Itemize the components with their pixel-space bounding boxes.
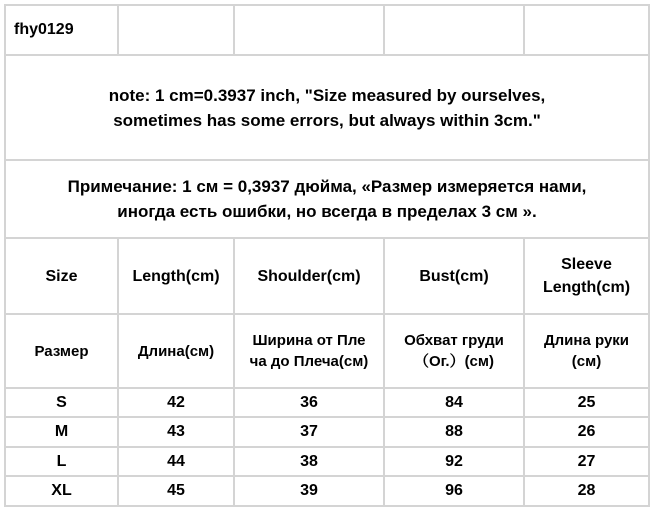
note-russian-line-2: иногда есть ошибки, но всегда в пределах 3 см ». (117, 202, 537, 221)
header-sleeve-line-2: Length(cm) (542, 279, 631, 296)
cell-sleeve: 28 (577, 482, 596, 499)
cell-sleeve: 26 (577, 423, 596, 440)
header-bust: Bust(cm) (419, 267, 489, 285)
header-sleeve-ru (525, 315, 648, 387)
note-russian-line-1: Примечание: 1 см = 0,3937 дюйма, «Размер измеряется нами, (67, 177, 587, 196)
note-english (6, 56, 648, 159)
cell-sleeve: 25 (577, 393, 596, 411)
cell-bust: 84 (445, 393, 463, 411)
cell-size: S (56, 393, 67, 411)
cell-length: 43 (167, 423, 185, 440)
cell-sleeve: 27 (577, 452, 596, 470)
header-shoulder: Shoulder(cm) (257, 267, 361, 285)
note-russian (6, 161, 648, 237)
header-length-ru: Длина(см) (137, 342, 215, 360)
header-bust-ru (385, 315, 523, 387)
note-english-line-1: note: 1 cm=0.3937 inch, "Size measured by ourselves, (108, 85, 546, 105)
note-english-line-2: sometimes has some errors, but always within 3cm." (113, 110, 541, 130)
header-bust-ru-line-2: （Ог.）(см) (413, 353, 494, 370)
cell-bust: 88 (445, 423, 463, 440)
header-length: Length(cm) (132, 267, 220, 285)
header-shoulder-ru-line-1: Ширина от Пле (252, 332, 366, 349)
header-size: Size (45, 267, 78, 285)
header-sleeve-ru-line-2: (см) (571, 353, 602, 370)
header-size-ru: Размер (34, 342, 89, 360)
cell-size: M (54, 423, 69, 440)
cell-bust: 96 (445, 482, 463, 499)
cell-length: 44 (167, 452, 185, 470)
header-shoulder-ru-line-2: ча до Плеча(см) (249, 353, 369, 370)
cell-shoulder: 37 (300, 423, 318, 440)
cell-length: 45 (167, 482, 185, 499)
cell-size: L (56, 452, 67, 470)
cell-length: 42 (167, 393, 185, 411)
cell-shoulder: 39 (300, 482, 318, 499)
product-code: fhy0129 (14, 21, 74, 38)
header-bust-ru-line-1: Обхват груди (404, 332, 504, 349)
header-sleeve-ru-line-1: Длина руки (543, 332, 630, 349)
header-sleeve-line-1: Sleeve (561, 256, 612, 273)
cell-shoulder: 36 (300, 393, 318, 411)
cell-size: XL (51, 482, 72, 499)
header-shoulder-ru (235, 315, 383, 387)
cell-shoulder: 38 (300, 452, 318, 470)
header-sleeve-length (525, 239, 648, 313)
cell-bust: 92 (445, 452, 463, 470)
